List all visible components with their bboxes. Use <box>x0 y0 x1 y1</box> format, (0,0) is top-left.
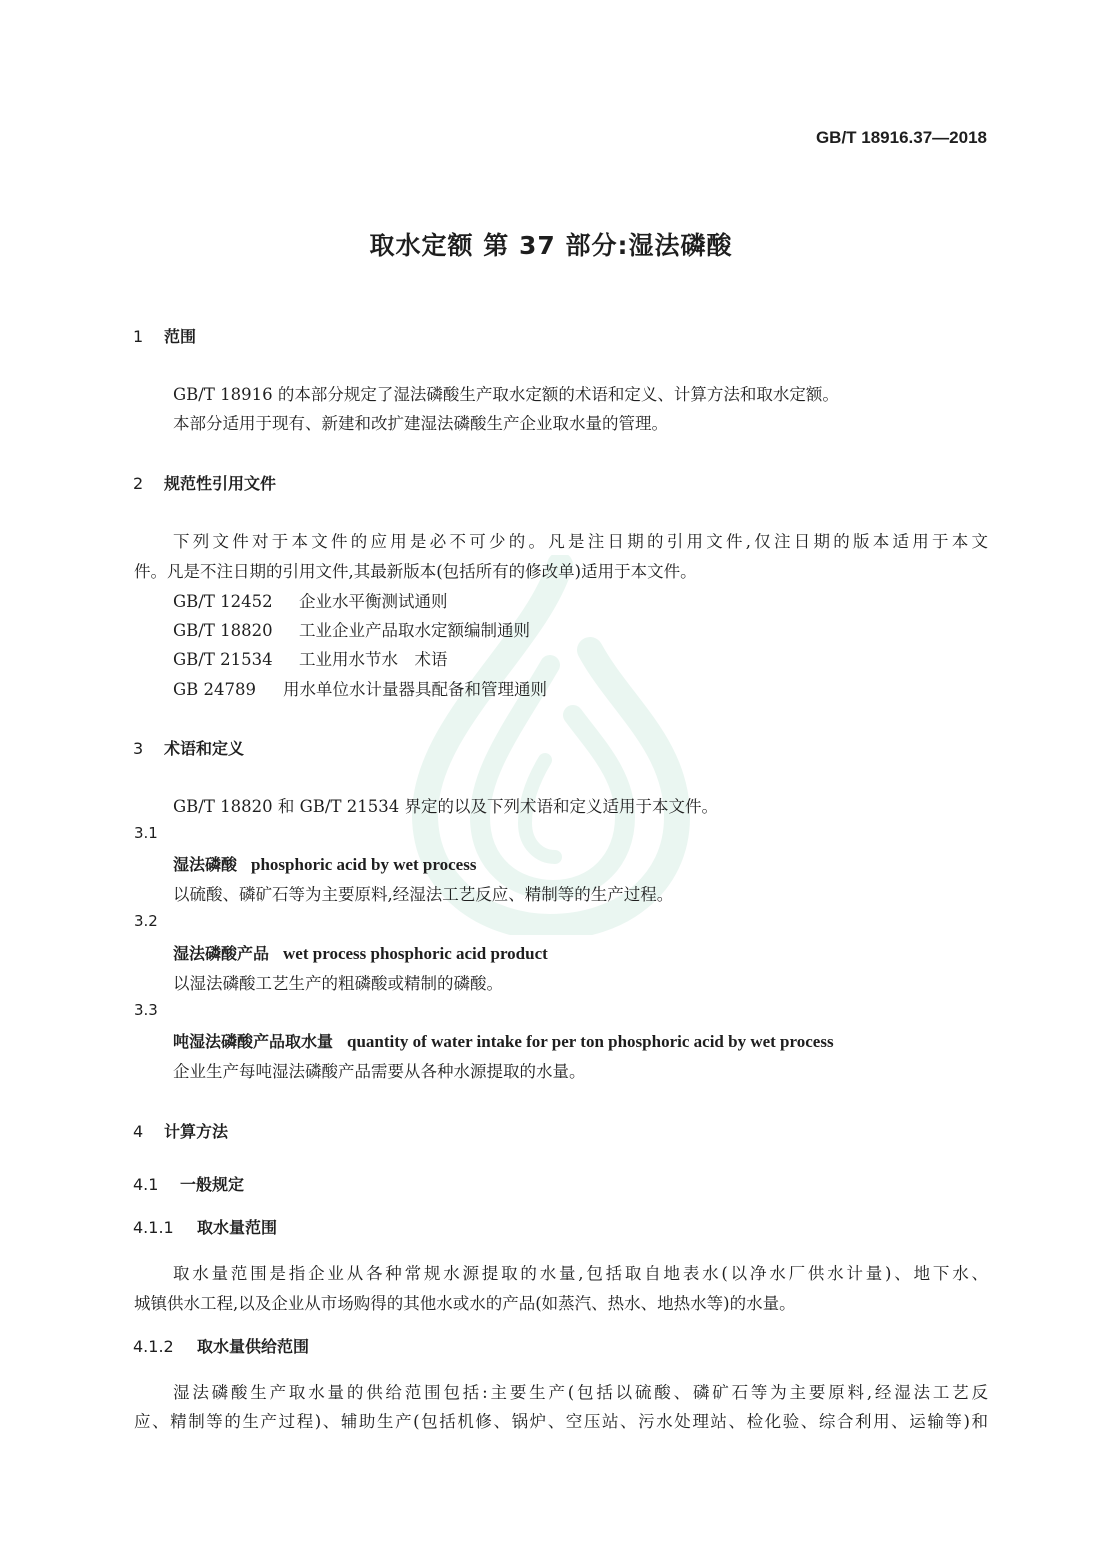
term-chinese: 湿法磷酸 <box>173 855 238 874</box>
section-number: 3 <box>133 739 144 758</box>
water-drop-watermark <box>385 555 715 935</box>
subsection-heading <box>133 1215 277 1238</box>
reference-item <box>173 676 547 700</box>
paragraph: 城镇供水工程,以及企业从市场购得的其他水或水的产品(如蒸汽、热水、地热水等)的水量。 <box>134 1294 796 1313</box>
paragraph: GB/T 18916 的本部分规定了湿法磷酸生产取水定额的术语和定义、计算方法和取水定额。 <box>173 385 839 404</box>
paragraph: 件。凡是不注日期的引用文件,其最新版本(包括所有的修改单)适用于本文件。 <box>134 562 697 581</box>
term-number: 3.3 <box>134 1001 158 1019</box>
section-heading <box>133 324 196 347</box>
term-number: 3.2 <box>134 912 158 930</box>
section-title: 计算方法 <box>164 1122 229 1141</box>
standard-code: GB/T 18916.37—2018 <box>815 128 987 147</box>
reference-item <box>173 588 448 612</box>
document-title: 取水定额 第 37 部分:湿法磷酸 <box>369 231 733 260</box>
reference-code: GB/T 21534 <box>173 650 273 669</box>
reference-code: GB/T 12452 <box>173 592 273 611</box>
term-chinese: 吨湿法磷酸产品取水量 <box>173 1032 334 1051</box>
reference-item <box>173 617 530 641</box>
subsection-title: 一般规定 <box>180 1175 245 1194</box>
reference-code: GB/T 18820 <box>173 621 273 640</box>
term-entry <box>173 1029 834 1052</box>
section-title: 范围 <box>164 327 197 346</box>
section-heading <box>133 736 244 759</box>
section-title: 规范性引用文件 <box>164 474 277 493</box>
subsection-title: 取水量范围 <box>197 1218 278 1237</box>
subsection-number: 4.1.1 <box>133 1218 174 1237</box>
paragraph: 应、精制等的生产过程)、辅助生产(包括机修、锅炉、空压站、污水处理站、检化验、综合利用、运输等)和 <box>134 1412 988 1431</box>
paragraph: 湿法磷酸生产取水量的供给范围包括:主要生产(包括以硫酸、磷矿石等为主要原料,经湿法工艺反 <box>173 1383 988 1402</box>
subsection-number: 4.1 <box>133 1175 159 1194</box>
term-entry <box>173 941 548 964</box>
term-definition: 以湿法磷酸工艺生产的粗磷酸或精制的磷酸。 <box>173 974 503 993</box>
subsection-heading <box>133 1334 309 1357</box>
term-number: 3.1 <box>134 824 158 842</box>
term-entry <box>173 852 476 875</box>
term-english: phosphoric acid by wet process <box>251 855 477 874</box>
reference-code: GB 24789 <box>173 680 257 699</box>
paragraph: 本部分适用于现有、新建和改扩建湿法磷酸生产企业取水量的管理。 <box>173 414 668 433</box>
section-title: 术语和定义 <box>164 739 245 758</box>
section-heading <box>133 471 276 494</box>
section-number: 2 <box>133 474 144 493</box>
reference-title: 用水单位水计量器具配备和管理通则 <box>283 680 547 699</box>
subsection-heading <box>133 1172 244 1195</box>
section-number: 1 <box>133 327 144 346</box>
reference-item <box>173 646 448 670</box>
reference-title: 企业水平衡测试通则 <box>299 592 448 611</box>
subsection-title: 取水量供给范围 <box>197 1337 310 1356</box>
term-english: wet process phosphoric acid product <box>283 944 548 963</box>
paragraph: GB/T 18820 和 GB/T 21534 界定的以及下列术语和定义适用于本文件。 <box>173 797 718 816</box>
reference-title: 工业用水节水 术语 <box>299 650 448 669</box>
term-definition: 企业生产每吨湿法磷酸产品需要从各种水源提取的水量。 <box>173 1062 586 1081</box>
section-number: 4 <box>133 1122 144 1141</box>
subsection-number: 4.1.2 <box>133 1337 174 1356</box>
paragraph: 下列文件对于本文件的应用是必不可少的。凡是注日期的引用文件,仅注日期的版本适用于本文 <box>173 532 988 551</box>
term-english: quantity of water intake for per ton phosphoric acid by wet process <box>347 1032 834 1051</box>
term-chinese: 湿法磷酸产品 <box>173 944 270 963</box>
paragraph: 取水量范围是指企业从各种常规水源提取的水量,包括取自地表水(以净水厂供水计量)、地下水、 <box>173 1264 988 1283</box>
reference-title: 工业企业产品取水定额编制通则 <box>299 621 530 640</box>
section-heading <box>133 1119 228 1142</box>
term-definition: 以硫酸、磷矿石等为主要原料,经湿法工艺反应、精制等的生产过程。 <box>173 885 674 904</box>
